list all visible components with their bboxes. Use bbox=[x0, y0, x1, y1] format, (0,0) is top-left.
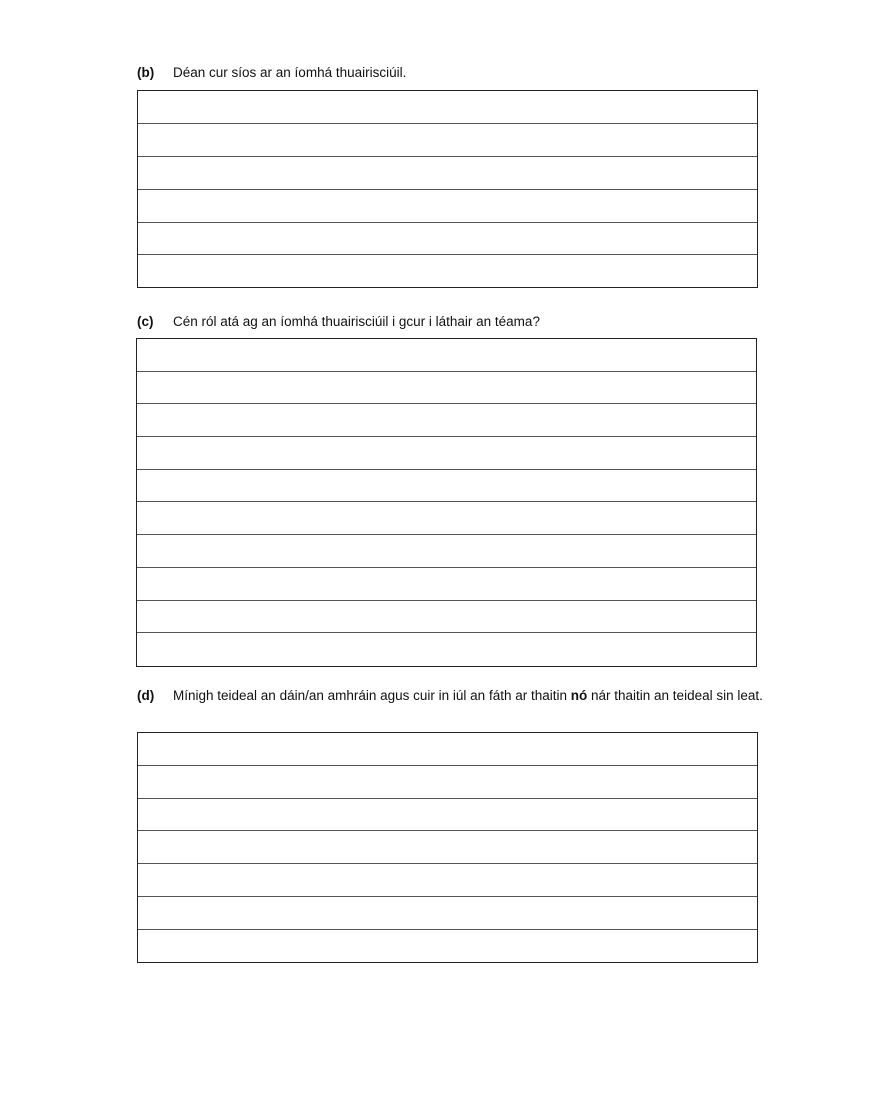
question-b-label: (b) bbox=[137, 65, 155, 80]
question-d bbox=[137, 686, 777, 726]
answer-line[interactable] bbox=[138, 733, 757, 766]
answer-box-c[interactable] bbox=[136, 338, 757, 667]
answer-line[interactable] bbox=[138, 255, 757, 288]
answer-line[interactable] bbox=[137, 601, 756, 634]
answer-line[interactable] bbox=[138, 799, 757, 832]
answer-line[interactable] bbox=[138, 897, 757, 930]
question-b-text: Déan cur síos ar an íomhá thuairisciúil. bbox=[173, 65, 407, 80]
question-c bbox=[137, 312, 777, 332]
answer-line[interactable] bbox=[138, 930, 757, 963]
question-c-label: (c) bbox=[137, 314, 154, 329]
question-d-text-after: nár thaitin an teideal sin leat. bbox=[587, 688, 763, 703]
answer-line[interactable] bbox=[137, 470, 756, 503]
answer-box-b[interactable] bbox=[137, 90, 758, 288]
answer-line[interactable] bbox=[137, 535, 756, 568]
question-d-label: (d) bbox=[137, 688, 155, 703]
answer-line[interactable] bbox=[137, 568, 756, 601]
answer-line[interactable] bbox=[138, 124, 757, 157]
answer-line[interactable] bbox=[138, 864, 757, 897]
question-c-text: Cén ról atá ag an íomhá thuairisciúil i gcur i láthair an téama? bbox=[173, 314, 540, 329]
answer-line[interactable] bbox=[137, 437, 756, 470]
answer-line[interactable] bbox=[137, 339, 756, 372]
answer-line[interactable] bbox=[138, 91, 757, 124]
answer-line[interactable] bbox=[137, 404, 756, 437]
answer-line[interactable] bbox=[138, 190, 757, 223]
question-d-text bbox=[173, 686, 763, 705]
answer-line[interactable] bbox=[138, 766, 757, 799]
answer-line[interactable] bbox=[137, 633, 756, 666]
answer-line[interactable] bbox=[138, 223, 757, 256]
question-d-text-before: Mínigh teideal an dáin/an amhráin agus cuir in iúl an fáth ar thaitin bbox=[173, 688, 571, 703]
answer-box-d[interactable] bbox=[137, 732, 758, 963]
answer-line[interactable] bbox=[138, 831, 757, 864]
answer-line[interactable] bbox=[137, 502, 756, 535]
question-b bbox=[137, 63, 777, 83]
answer-line[interactable] bbox=[137, 372, 756, 405]
question-d-text-bold: nó bbox=[570, 688, 588, 703]
answer-line[interactable] bbox=[138, 157, 757, 190]
